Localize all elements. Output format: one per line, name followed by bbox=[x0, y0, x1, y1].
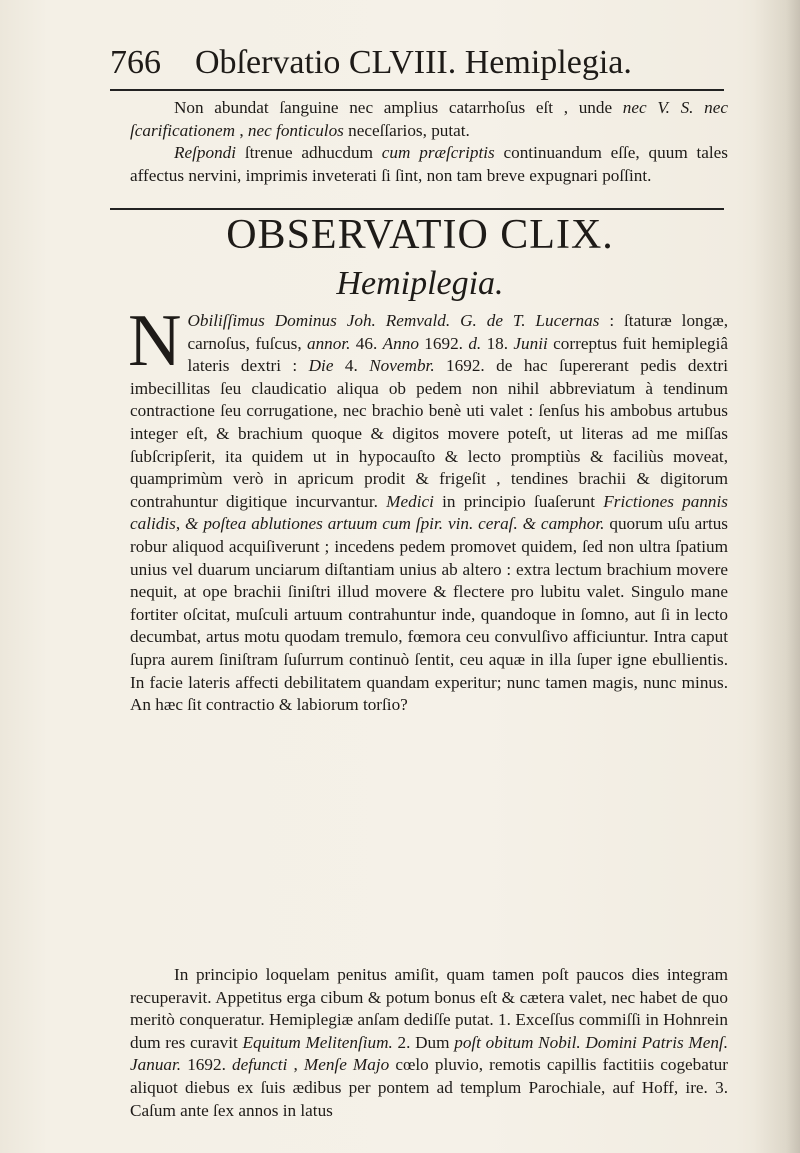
gutter-shadow bbox=[754, 0, 800, 1153]
italic-run: Junii bbox=[513, 333, 548, 353]
text-run: 1692. bbox=[418, 333, 469, 353]
text-run: Non abundat ſanguine nec amplius catarrhoſus eſt , unde bbox=[174, 98, 623, 117]
text-run: correptus fuit hemiplegiâ lateris dextri : bbox=[187, 333, 729, 376]
italic-run: d. bbox=[468, 333, 482, 353]
text-run: 4. bbox=[333, 356, 370, 376]
page-header bbox=[110, 40, 725, 92]
header-rule bbox=[110, 89, 724, 91]
italic-run: annor. bbox=[306, 333, 351, 353]
italic-run: nec fonticulos bbox=[247, 120, 344, 140]
page-number: 766 bbox=[110, 44, 161, 81]
italic-run: Equitum Melitenſium. bbox=[242, 1032, 393, 1052]
italic-run: Anno bbox=[382, 333, 419, 353]
continuation-paragraph bbox=[130, 97, 728, 142]
italic-run: Novembr. bbox=[369, 356, 435, 376]
italic-run: nec V. S. nec ſcarificationem bbox=[130, 98, 728, 140]
text-run: , bbox=[287, 1055, 304, 1075]
text-run: continuandum eſſe, quum tales affectus nervini, imprimis inveterati ſi ſint, non tam breve expugnari poſſint. bbox=[130, 143, 728, 185]
observation-body bbox=[128, 300, 729, 717]
text-run: in principio ſuaſerunt bbox=[433, 491, 604, 511]
italic-run: Menſe Majo bbox=[303, 1055, 390, 1075]
section-rule bbox=[110, 208, 724, 210]
italic-run: Medici bbox=[386, 491, 434, 511]
italic-run: & poſtea ablutiones artuum cum ſpir. vin. ceraſ. & camphor. bbox=[185, 514, 605, 534]
text-run: , bbox=[175, 514, 186, 534]
drop-cap: N bbox=[128, 300, 182, 382]
text-run: ſtrenue adhucdum bbox=[236, 143, 382, 162]
text-run: neceſſarios, putat. bbox=[343, 120, 470, 140]
italic-run: defuncti bbox=[231, 1055, 288, 1075]
text-run: : ſtaturæ longæ, carnoſus, fuſcus, bbox=[187, 311, 728, 353]
text-run: 46. bbox=[350, 333, 383, 353]
text-run: 1692. de hac ſupererant pedis dextri imbecillitas ſeu claudicatio aliqua ob pedem non nihil abbreviatum à tendinum contractione ſeu corrugatione, nec brachio benè uti valet : ſenſus his ambobus artubus integer eſt, & brachium quoque & digitos movere poteſt, ut literas ad me miſſas ſubſcripſerit, ita quidem ut in hypocauſto & lecto promptiùs & faciliùs moveat, quamprimùm verò in apricum prodit & frigeſit , tendines brachii & digitorum contrahuntur digitique incurvantur. bbox=[130, 356, 729, 511]
italic-run: Reſpondi bbox=[174, 143, 237, 162]
second-paragraph bbox=[130, 964, 728, 1122]
respondi-paragraph bbox=[130, 142, 728, 187]
paragraph-text bbox=[128, 300, 729, 717]
text-run: , bbox=[235, 120, 248, 140]
italic-run: Frictiones pannis calidis bbox=[130, 491, 728, 534]
text-run: 2. Dum bbox=[392, 1032, 455, 1052]
text-run: 18. bbox=[481, 333, 514, 353]
italic-run: Die bbox=[308, 356, 334, 376]
paragraph-text bbox=[130, 97, 728, 142]
italic-run: cum præſcriptis bbox=[381, 143, 495, 162]
text-run: In principio loquelam penitus amiſit, quam tamen poſt paucos dies integram recuperavit. Appetitus erga cibum & potum bonus eſt & cætera valet, nec habet de quo meritò conqueratur. Hemiplegiæ anſam dediſſe putat. 1. Exceſſus commiſſi in Hohnrein dum res curavit bbox=[130, 965, 728, 1052]
running-head: Obſervatio CLVIII. Hemiplegia. bbox=[195, 44, 632, 81]
text-run: quorum uſu artus robur aliquod acquiſiverunt ; incedens pedem promovet quidem, ſed non ultra ſpatium unius vel duarum unciarum diſtantiam unius ab altero : extra lectum brachium movere nequit, at ope brachii ſiniſtri illud movere & flectere pro lubitu valet. Singulo mane fortiter oſcitat, muſculi artuum contrahuntur inde, quandoque in ſomno, aut ſi in lecto decumbat, artus motu quodam tremulo, fœmora ceu convulſivo afficiuntur. Intra caput ſupra aurem ſiniſtram ſuſurrum continuò ſentit, ceu aquæ in illa ſuper igne ebullientis. In facie lateris affecti debilitatem quandam experitur; nunc tamen magis, nunc minus. An hæc ſit contractio & labiorum torſio? bbox=[130, 514, 728, 715]
text-run: 1692. bbox=[181, 1055, 232, 1075]
italic-run: Obiliſſimus Dominus Joh. Remvald. G. de T. Lucernas bbox=[187, 311, 600, 330]
observation-subtitle: Hemiplegia. bbox=[336, 265, 504, 302]
text-run: cœlo pluvio, remotis capillis factitiis cogebatur aliquot diebus ex ſuis ædibus per pontem ad templum Parochiale, auf Hoff, ire. 3. Caſum ante ſex annos in latus bbox=[130, 1055, 728, 1120]
italic-run: poſt obitum Nobil. Domini Patris Menſ. Januar. bbox=[130, 1032, 728, 1075]
paragraph-text bbox=[130, 964, 728, 1122]
paragraph-text bbox=[130, 142, 728, 187]
observation-title: OBSERVATIO CLIX. bbox=[226, 212, 614, 258]
